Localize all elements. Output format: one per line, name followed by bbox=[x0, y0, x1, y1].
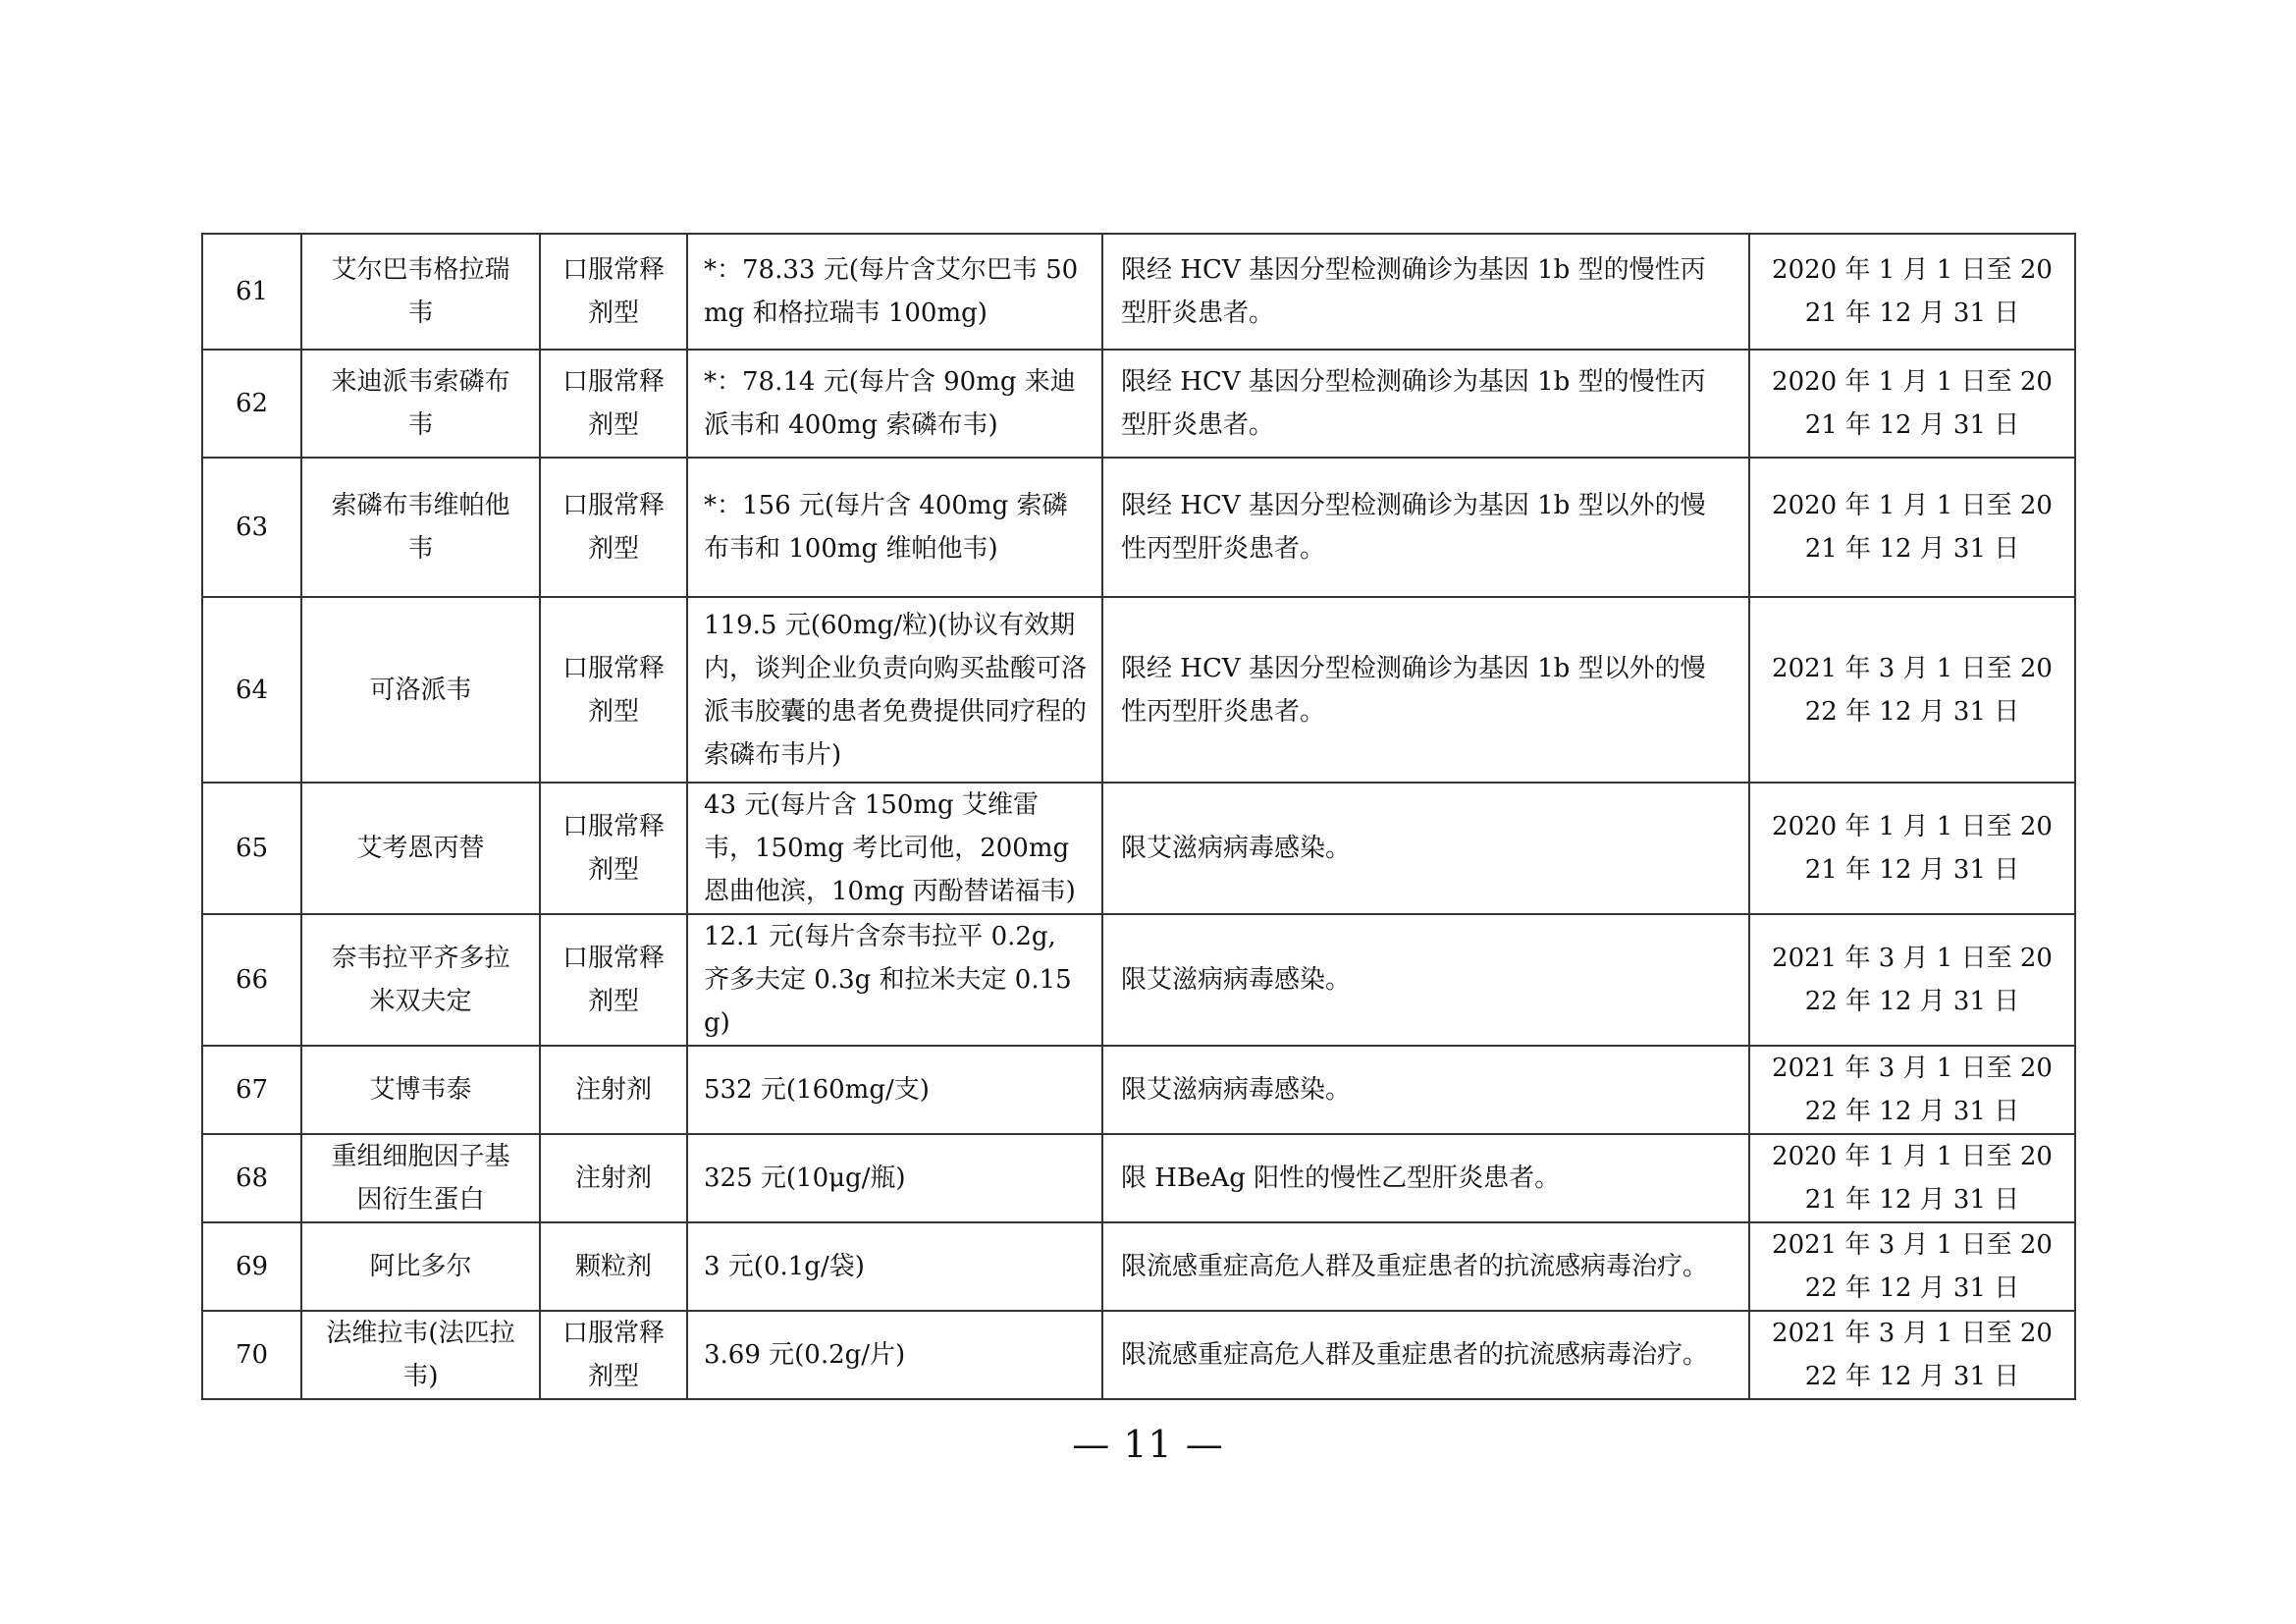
row-number: 66 bbox=[202, 914, 301, 1046]
medical-insurance-scope: 限流感重症高危人群及重症患者的抗流感病毒治疗。 bbox=[1102, 1222, 1749, 1311]
row-number: 65 bbox=[202, 783, 301, 914]
payment-standard: *：156 元(每片含 400mg 索磷布韦和 100mg 维帕他韦) bbox=[687, 458, 1102, 597]
dosage-form: 口服常释剂型 bbox=[540, 234, 687, 350]
table-row bbox=[202, 234, 2075, 350]
medical-insurance-scope: 限艾滋病病毒感染。 bbox=[1102, 783, 1749, 914]
agreement-period: 2020 年 1 月 1 日至 2021 年 12 月 31 日 bbox=[1749, 234, 2075, 350]
row-number: 63 bbox=[202, 458, 301, 597]
drug-name: 可洛派韦 bbox=[301, 597, 540, 783]
dosage-form: 口服常释剂型 bbox=[540, 597, 687, 783]
medical-insurance-scope: 限经 HCV 基因分型检测确诊为基因 1b 型的慢性丙型肝炎患者。 bbox=[1102, 234, 1749, 350]
table-row bbox=[202, 350, 2075, 458]
drug-name: 艾博韦泰 bbox=[301, 1046, 540, 1134]
agreement-period: 2021 年 3 月 1 日至 2022 年 12 月 31 日 bbox=[1749, 1046, 2075, 1134]
dosage-form: 口服常释剂型 bbox=[540, 350, 687, 458]
table-row bbox=[202, 1046, 2075, 1134]
agreement-period: 2021 年 3 月 1 日至 2022 年 12 月 31 日 bbox=[1749, 1311, 2075, 1399]
medical-insurance-scope: 限经 HCV 基因分型检测确诊为基因 1b 型以外的慢性丙型肝炎患者。 bbox=[1102, 458, 1749, 597]
drug-name: 法维拉韦(法匹拉韦) bbox=[301, 1311, 540, 1399]
medical-insurance-scope: 限经 HCV 基因分型检测确诊为基因 1b 型的慢性丙型肝炎患者。 bbox=[1102, 350, 1749, 458]
payment-standard: 3.69 元(0.2g/片) bbox=[687, 1311, 1102, 1399]
drug-name: 艾考恩丙替 bbox=[301, 783, 540, 914]
page-number: — 11 — bbox=[1072, 1423, 1224, 1466]
agreement-period: 2020 年 1 月 1 日至 2021 年 12 月 31 日 bbox=[1749, 783, 2075, 914]
table-row bbox=[202, 597, 2075, 783]
table-row bbox=[202, 458, 2075, 597]
payment-standard: 12.1 元(每片含奈韦拉平 0.2g, 齐多夫定 0.3g 和拉米夫定 0.15g) bbox=[687, 914, 1102, 1046]
drug-name: 阿比多尔 bbox=[301, 1222, 540, 1311]
dosage-form: 注射剂 bbox=[540, 1134, 687, 1222]
medical-insurance-scope: 限 HBeAg 阳性的慢性乙型肝炎患者。 bbox=[1102, 1134, 1749, 1222]
dosage-form: 口服常释剂型 bbox=[540, 783, 687, 914]
drug-name: 重组细胞因子基因衍生蛋白 bbox=[301, 1134, 540, 1222]
drug-name: 艾尔巴韦格拉瑞韦 bbox=[301, 234, 540, 350]
table-row bbox=[202, 1222, 2075, 1311]
medical-insurance-scope: 限流感重症高危人群及重症患者的抗流感病毒治疗。 bbox=[1102, 1311, 1749, 1399]
row-number: 64 bbox=[202, 597, 301, 783]
dosage-form: 口服常释剂型 bbox=[540, 1311, 687, 1399]
medical-insurance-scope: 限经 HCV 基因分型检测确诊为基因 1b 型以外的慢性丙型肝炎患者。 bbox=[1102, 597, 1749, 783]
payment-standard: 119.5 元(60mg/粒)(协议有效期内，谈判企业负责向购买盐酸可洛派韦胶囊的患者免费提供同疗程的索磷布韦片) bbox=[687, 597, 1102, 783]
table-row bbox=[202, 914, 2075, 1046]
agreement-period: 2020 年 1 月 1 日至 2021 年 12 月 31 日 bbox=[1749, 350, 2075, 458]
row-number: 62 bbox=[202, 350, 301, 458]
drug-list-table bbox=[201, 233, 2076, 1400]
agreement-period: 2021 年 3 月 1 日至 2022 年 12 月 31 日 bbox=[1749, 597, 2075, 783]
payment-standard: 325 元(10μg/瓶) bbox=[687, 1134, 1102, 1222]
table-row bbox=[202, 783, 2075, 914]
dosage-form: 颗粒剂 bbox=[540, 1222, 687, 1311]
table-row bbox=[202, 1311, 2075, 1399]
row-number: 67 bbox=[202, 1046, 301, 1134]
dosage-form: 口服常释剂型 bbox=[540, 914, 687, 1046]
dosage-form: 口服常释剂型 bbox=[540, 458, 687, 597]
drug-name: 奈韦拉平齐多拉米双夫定 bbox=[301, 914, 540, 1046]
payment-standard: *：78.33 元(每片含艾尔巴韦 50mg 和格拉瑞韦 100mg) bbox=[687, 234, 1102, 350]
payment-standard: *：78.14 元(每片含 90mg 来迪派韦和 400mg 索磷布韦) bbox=[687, 350, 1102, 458]
row-number: 69 bbox=[202, 1222, 301, 1311]
agreement-period: 2021 年 3 月 1 日至 2022 年 12 月 31 日 bbox=[1749, 1222, 2075, 1311]
medical-insurance-scope: 限艾滋病病毒感染。 bbox=[1102, 914, 1749, 1046]
row-number: 61 bbox=[202, 234, 301, 350]
row-number: 68 bbox=[202, 1134, 301, 1222]
payment-standard: 3 元(0.1g/袋) bbox=[687, 1222, 1102, 1311]
payment-standard: 532 元(160mg/支) bbox=[687, 1046, 1102, 1134]
dosage-form: 注射剂 bbox=[540, 1046, 687, 1134]
drug-name: 索磷布韦维帕他韦 bbox=[301, 458, 540, 597]
medical-insurance-scope: 限艾滋病病毒感染。 bbox=[1102, 1046, 1749, 1134]
table-row bbox=[202, 1134, 2075, 1222]
payment-standard: 43 元(每片含 150mg 艾维雷韦，150mg 考比司他，200mg 恩曲他滨，10mg 丙酚替诺福韦) bbox=[687, 783, 1102, 914]
agreement-period: 2021 年 3 月 1 日至 2022 年 12 月 31 日 bbox=[1749, 914, 2075, 1046]
drug-name: 来迪派韦索磷布韦 bbox=[301, 350, 540, 458]
agreement-period: 2020 年 1 月 1 日至 2021 年 12 月 31 日 bbox=[1749, 1134, 2075, 1222]
agreement-period: 2020 年 1 月 1 日至 2021 年 12 月 31 日 bbox=[1749, 458, 2075, 597]
row-number: 70 bbox=[202, 1311, 301, 1399]
